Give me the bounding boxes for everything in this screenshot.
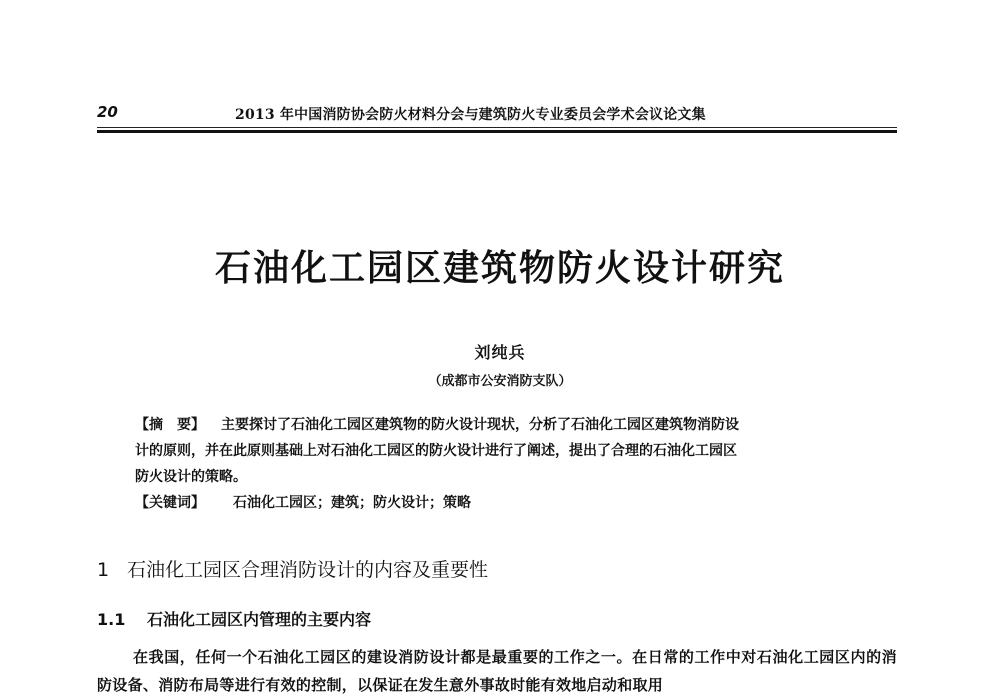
abstract-block: [135, 412, 865, 516]
header-rule-thin: [97, 127, 897, 128]
abstract-label: 【摘 要】: [135, 417, 205, 433]
abstract-line-1: [135, 412, 865, 438]
section-heading-1: [97, 555, 488, 582]
subsection-title: 石油化工园区内管理的主要内容: [147, 610, 372, 629]
keywords-text: 石油化工园区；建筑；防火设计；策略: [233, 495, 471, 511]
section-title: 石油化工园区合理消防设计的内容及重要性: [127, 559, 489, 581]
section-number: 1: [97, 559, 110, 581]
abstract-line-3: 防火设计的策略。: [135, 469, 247, 485]
page-header: [97, 103, 897, 127]
running-title: 2013 年中国消防协会防火材料分会与建筑防火专业委员会学术会议论文集: [235, 107, 706, 123]
paper-title: 石油化工园区建筑物防火设计研究: [214, 248, 785, 289]
body-paragraph: 在我国，任何一个石油化工园区的建设消防设计都是最重要的工作之一。在日常的工作中对石油化工园区内的消防设备、消防布局等进行有效的控制，以保证在发生意外事故时能有效地启动和取用: [97, 648, 897, 694]
subsection-number: 1.1: [97, 610, 126, 629]
author-name: 刘纯兵: [474, 343, 526, 362]
author-affiliation: （成都市公安消防支队）: [428, 374, 572, 389]
abstract-line-2: 计的原则，并在此原则基础上对石油化工园区的防火设计进行了阐述，提出了合理的石油化工园区: [135, 443, 737, 459]
keywords-label: 【关键词】: [135, 495, 205, 511]
header-rule-thick: [97, 130, 897, 133]
page-number: 20: [97, 103, 118, 121]
keywords-line: [135, 490, 865, 516]
subsection-heading-1-1: [97, 607, 371, 630]
abstract-text-1: 主要探讨了石油化工园区建筑物的防火设计现状，分析了石油化工园区建筑物消防设: [221, 417, 739, 433]
